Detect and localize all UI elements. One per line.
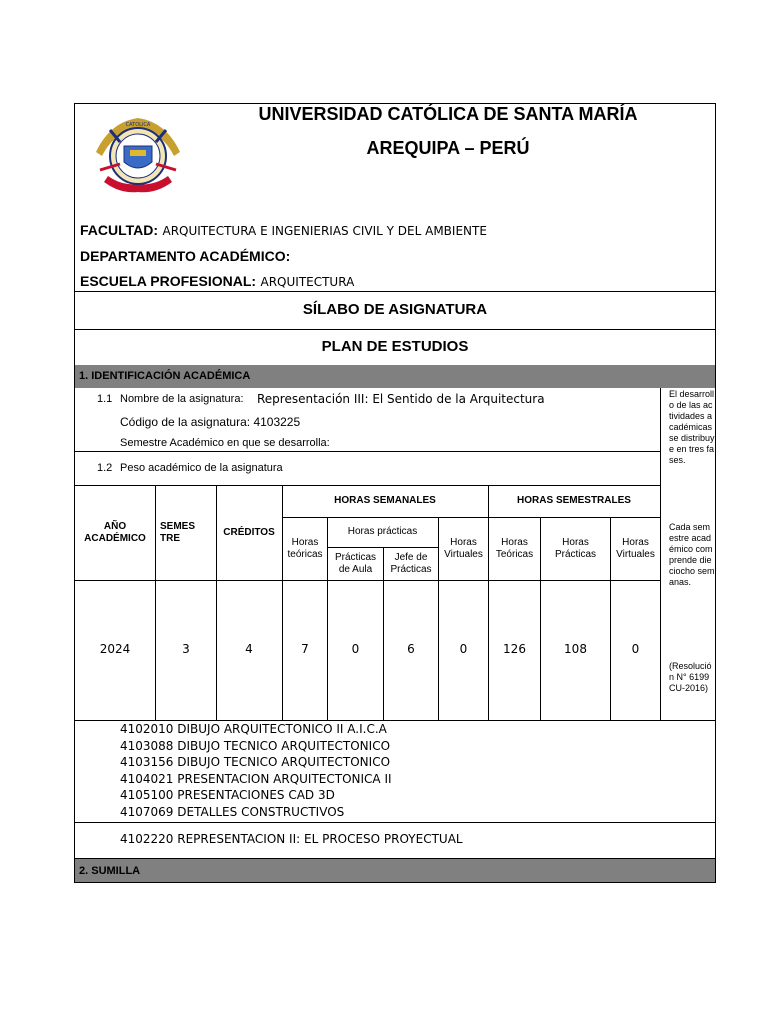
item-1-1-num: 1.1: [97, 393, 113, 405]
university-city: AREQUIPA – PERÚ: [366, 138, 530, 158]
col-header-aula: Prácticas de Aula: [334, 552, 377, 575]
col-divider: [327, 517, 328, 720]
course-code-label: Código de la asignatura:: [120, 415, 251, 429]
table-border: [75, 485, 660, 486]
escuela-label: ESCUELA PROFESIONAL:: [80, 273, 257, 289]
col-divider: [282, 485, 283, 720]
silabo-title: SÍLABO DE ASIGNATURA: [302, 301, 488, 318]
list-item: 4104021 PRESENTACION ARQUITECTONICA II: [120, 771, 392, 786]
divider: [74, 329, 716, 330]
sub-header-practical: Horas prácticas: [347, 526, 418, 537]
note-column-divider: [660, 388, 661, 720]
value-theory: 7: [301, 642, 309, 656]
value-jefe: 6: [407, 642, 415, 656]
departamento-label: DEPARTAMENTO ACADÉMICO:: [80, 248, 291, 264]
col-header-virtual: Horas Virtuales: [444, 537, 483, 560]
divider: [74, 822, 716, 823]
escuela-value: ARQUITECTURA: [260, 275, 355, 289]
course-name: Representación III: El Sentido de la Arquitectura: [257, 392, 545, 406]
plan-title: PLAN DE ESTUDIOS: [321, 338, 469, 355]
col-divider: [438, 517, 439, 720]
list-item: 4105100 PRESENTACIONES CAD 3D: [120, 788, 335, 802]
corequisite: 4102220 REPRESENTACION II: EL PROCESO PROYECTUAL: [120, 832, 463, 846]
item-1-2-num: 1.2: [97, 462, 113, 474]
col-divider: [383, 547, 384, 720]
side-note-phases: El desarrollo de las actividades académicas se distribuye en tres fases.: [669, 389, 715, 465]
col-header-year: AÑO ACADÉMICO: [84, 521, 146, 544]
col-divider: [155, 485, 156, 720]
col-header-semester: SEMESTRE: [160, 521, 196, 544]
divider: [74, 291, 716, 292]
col-header-theory: Horas teóricas: [287, 537, 323, 560]
section-1-heading: 1. IDENTIFICACIÓN ACADÉMICA: [75, 365, 715, 388]
col-header-jefe: Jefe de Prácticas: [390, 552, 432, 575]
col-header-credits: CRÉDITOS: [223, 527, 275, 538]
col-divider: [488, 485, 489, 720]
group-header-semester: HORAS SEMESTRALES: [517, 495, 631, 506]
facultad-label: FACULTAD:: [80, 222, 159, 238]
item-1-1-label: Nombre de la asignatura:: [120, 393, 244, 405]
list-item: 4107069 DETALLES CONSTRUCTIVOS: [120, 804, 345, 819]
facultad-line: [80, 222, 487, 240]
section-2-heading: 2. SUMILLA: [75, 858, 715, 882]
col-header-sem-virtual: Horas Virtuales: [616, 537, 655, 560]
value-credits: 4: [245, 642, 253, 656]
side-note-resolution: (Resolución N° 6199CU-2016): [669, 661, 712, 693]
divider: [75, 451, 660, 452]
value-aula: 0: [351, 642, 360, 656]
col-header-sem-theory: Horas Teóricas: [495, 537, 534, 560]
value-sem-practical: 108: [564, 642, 587, 656]
group-header-weekly: HORAS SEMANALES: [334, 495, 436, 506]
course-code-value: 4103225: [253, 415, 301, 429]
col-divider: [610, 517, 611, 720]
facultad-value: ARQUITECTURA E INGENIERIAS CIVIL Y DEL AMBIENTE: [162, 224, 487, 238]
university-name: UNIVERSIDAD CATÓLICA DE SANTA MARÍA: [258, 104, 638, 124]
col-header-sem-practical: Horas Prácticas: [554, 537, 597, 560]
semester-label: Semestre Académico en que se desarrolla:: [120, 437, 330, 449]
item-1-2-label: Peso académico de la asignatura: [120, 462, 283, 474]
escuela-line: [80, 273, 354, 291]
list-item: 4103156 DIBUJO TECNICO ARQUITECTONICO: [120, 755, 391, 769]
col-divider: [216, 485, 217, 720]
side-note-weeks: Cada semestre académico comprende dieciocho semanas.: [669, 522, 715, 587]
value-year: 2024: [99, 642, 131, 656]
svg-text:CATOLICA: CATOLICA: [125, 122, 151, 128]
value-virtual: 0: [459, 642, 468, 656]
col-divider: [540, 517, 541, 720]
list-item: 4102010 DIBUJO ARQUITECTONICO II A.I.C.A: [120, 722, 387, 736]
course-code-line: [120, 415, 300, 429]
prerequisites-list: [120, 721, 392, 820]
university-seal-icon: [90, 112, 186, 196]
value-semester: 3: [182, 642, 190, 656]
table-border: [282, 517, 660, 518]
value-sem-theory: 126: [503, 642, 526, 656]
list-item: 4103088 DIBUJO TECNICO ARQUITECTONICO: [120, 738, 391, 753]
value-sem-virtual: 0: [631, 642, 640, 656]
table-border: [75, 580, 660, 581]
